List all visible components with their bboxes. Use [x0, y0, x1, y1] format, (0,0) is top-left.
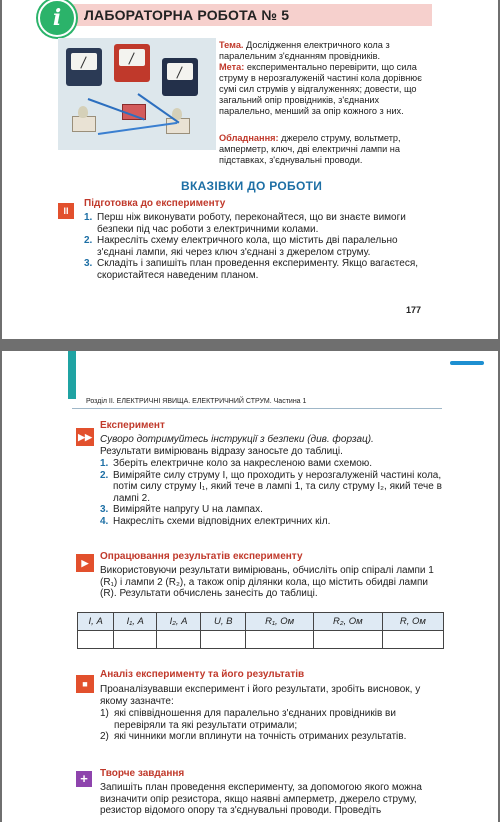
tema-label: Тема.	[219, 40, 244, 50]
analysis-title: Аналіз експерименту та його результатів	[100, 669, 305, 680]
analysis-list	[100, 708, 445, 743]
list-item: 4. Накресліть схеми відповідних електричних кіл.	[100, 515, 331, 527]
table-cell	[157, 631, 201, 649]
processing-text: Використовуючи результати вимірювань, обчисліть опір спіралі лампи 1 (R₁) і лампи 2 (R₂), а також опір ділянки кола, що містить обидві лампи (R). Результати обчислень занесіть до таблиці.	[100, 565, 434, 599]
stop-icon: ■	[76, 675, 94, 693]
experiment-list	[100, 458, 445, 527]
experiment-intro-2: Результати вимірювань відразу заносьте до таблиці.	[100, 446, 343, 457]
table-cell	[114, 631, 157, 649]
creative-title: Творче завдання	[100, 768, 185, 779]
list-item: 1. Перш ніж виконувати роботу, переконайтеся, що ви знаєте вимоги безпеки під час роботи з електричними колами.	[84, 212, 406, 235]
textbook-page-177	[2, 0, 498, 339]
list-item: 2) які чинники могли вплинути на точність отриманих результатів.	[100, 731, 407, 742]
lamp-base-image	[72, 116, 96, 132]
table-cell	[313, 631, 382, 649]
experiment-intro: Суворо дотримуйтесь інструкції з безпеки (див. форзац).	[100, 434, 374, 445]
list-item: 3. Складіть і запишіть план проведення експерименту. Якщо вагаєтеся, скористайтеся наведеним планом.	[84, 258, 419, 281]
chapter-bar	[68, 351, 76, 399]
equipment-text: джерело струму, вольтметр, амперметр, ключ, дві електричні лампи на підставках, з'єднувальні проводи.	[219, 133, 401, 165]
list-item: 2. Накресліть схему електричного кола, що містить дві паралельно з'єднані лампи, які через ключ з'єднані з джерелом струму.	[84, 235, 398, 258]
table-header-cell: I, А	[78, 613, 114, 631]
pause-icon: II	[58, 203, 74, 219]
meta-text: експериментально перевірити, що сила струму в нерозгалуженій частині кола дорівнює сумі сил струмів у відгалуженнях; довести, що загальний опір провідників, з'єднаних паралельно, менший за опір кожного з них.	[219, 62, 422, 116]
page-number: 177	[406, 305, 422, 315]
header-divider	[72, 408, 442, 409]
table-header-cell: I₂, А	[157, 613, 201, 631]
red-meter-image	[114, 44, 150, 82]
tema-block	[219, 40, 433, 62]
play-icon: ▶	[76, 554, 94, 572]
tema-text: Дослідження електричного кола з паралельним з'єднанням провідників.	[219, 40, 390, 61]
table-cell	[246, 631, 314, 649]
lab-title: ЛАБОРАТОРНА РОБОТА № 5	[84, 7, 290, 23]
table-cell	[201, 631, 246, 649]
list-item: 1) які співвідношення для паралельно з'єднаних провідників ви перевіряли та які результати отримали;	[100, 708, 396, 731]
ammeter-image	[162, 58, 198, 96]
table-header-cell: I₁, А	[114, 613, 157, 631]
voltmeter-image	[66, 48, 102, 86]
fast-forward-icon: ▶▶	[76, 428, 94, 446]
equipment-label: Обладнання:	[219, 133, 279, 143]
results-table	[77, 612, 444, 649]
experiment-title: Експеримент	[100, 420, 165, 431]
prep-list	[84, 212, 430, 281]
textbook-page-178	[2, 351, 498, 822]
table-row	[78, 631, 444, 649]
table-header-cell: R₁, Ом	[246, 613, 314, 631]
table-cell	[78, 631, 114, 649]
table-header-cell: R, Ом	[382, 613, 443, 631]
info-icon: i	[38, 0, 76, 37]
lamp-bulb-image	[78, 106, 88, 118]
meta-block	[219, 62, 433, 117]
list-item: 1. Зберіть електричне коло за накресленою вами схемою.	[100, 458, 373, 469]
creative-text: Запишіть план проведення експерименту, за допомогою якого можна визначити опір резистора, якщо наявні амперметр, джерело струму, резистор відомого опору та з'єднувальні проводи. Проведіть	[100, 782, 422, 816]
equipment-block	[219, 133, 433, 166]
table-header-cell: R₂, Ом	[313, 613, 382, 631]
publisher-logo	[450, 361, 484, 365]
table-header-cell: U, В	[201, 613, 246, 631]
plus-icon: +	[76, 771, 92, 787]
equipment-photo	[58, 38, 216, 150]
processing-title: Опрацювання результатів експерименту	[100, 551, 303, 562]
guide-title: ВКАЗІВКИ ДО РОБОТИ	[181, 179, 323, 193]
meta-label: Мета:	[219, 62, 245, 72]
running-header: Розділ ІІ. ЕЛЕКТРИЧНІ ЯВИЩА. ЕЛЕКТРИЧНИЙ СТРУМ. Частина 1	[86, 398, 307, 405]
table-cell	[382, 631, 443, 649]
list-item: 2. Виміряйте силу струму I, що проходить у нерозгалуженій частині кола, потім силу струму I₁, який тече в лампі 1, та силу струму I₂, який тече в лампі 2.	[100, 469, 442, 504]
analysis-text: Проаналізувавши експеримент і його результати, зробіть висновок, у якому зазначте:	[100, 684, 421, 707]
prep-title: Підготовка до експерименту	[84, 198, 226, 209]
list-item: 3. Виміряйте напругу U на лампах.	[100, 504, 263, 515]
